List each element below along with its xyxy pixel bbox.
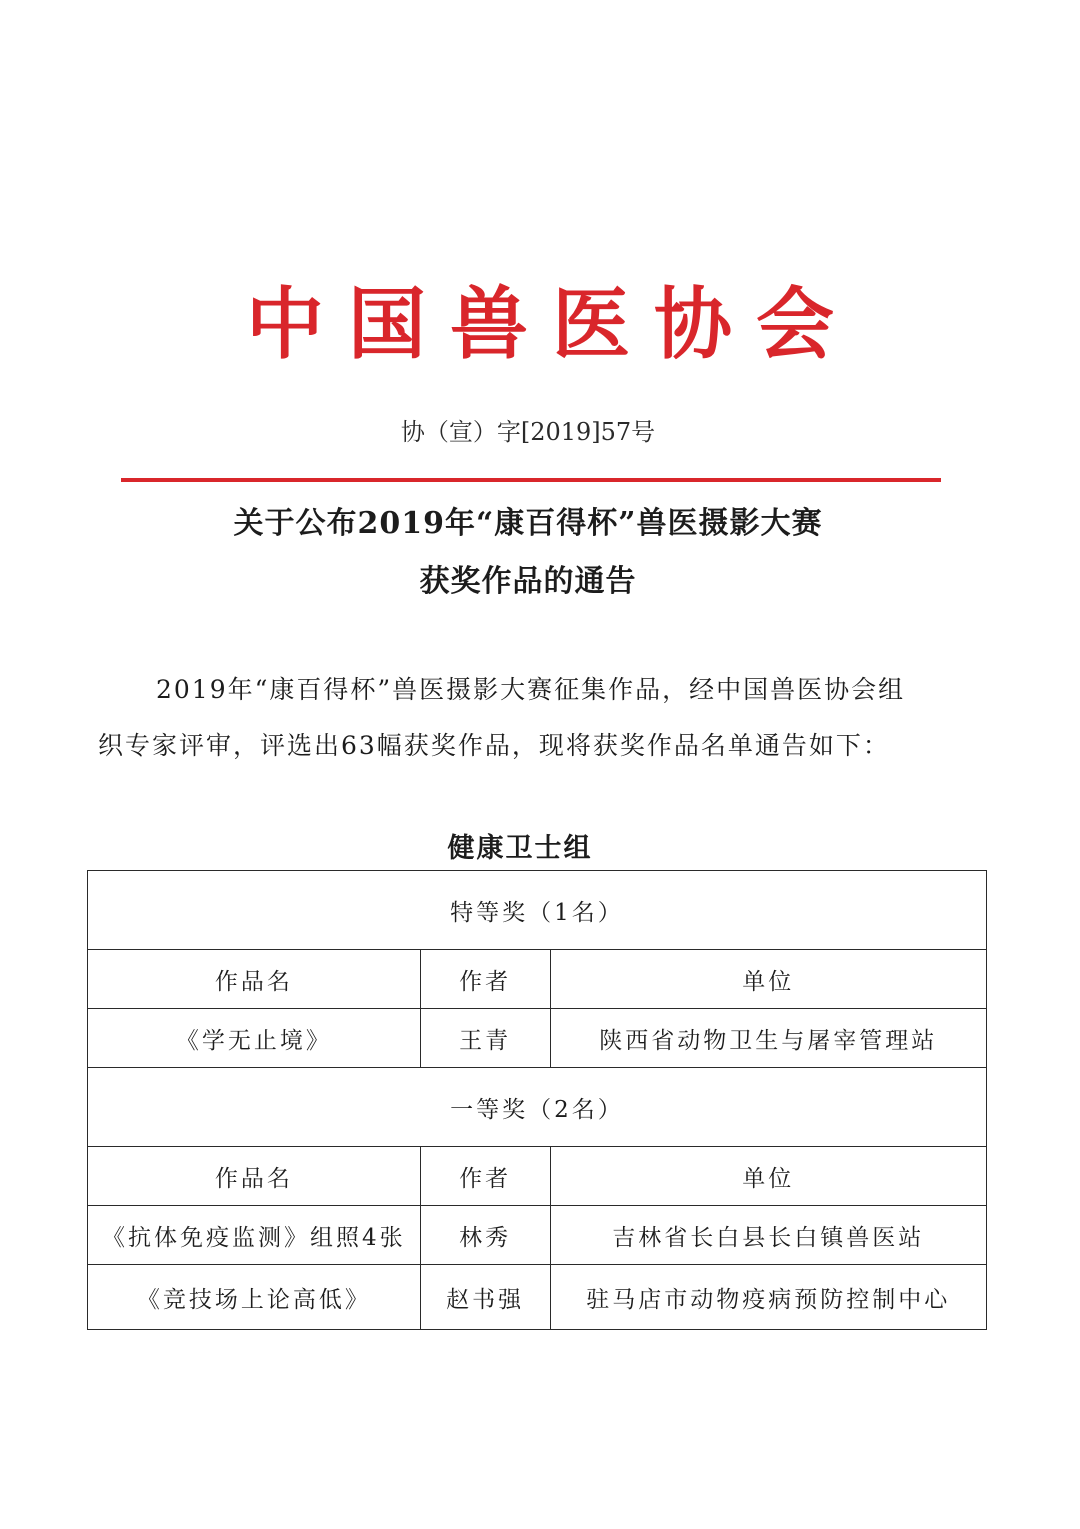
work-title-cell: 《竞技场上论高低》 — [88, 1265, 421, 1330]
organization-name: 中国兽医协会 — [245, 279, 858, 370]
column-header-title: 作品名 — [88, 1147, 421, 1206]
work-title-cell: 《学无止境》 — [88, 1009, 421, 1068]
work-title-cell: 《抗体免疫监测》组照4张 — [88, 1206, 421, 1265]
group-title: 健康卫士组 — [447, 833, 593, 864]
prize-header-row — [88, 1068, 987, 1147]
document-number: 协（宣）字[2019]57号 — [400, 418, 656, 446]
column-header-author: 作者 — [420, 1147, 550, 1206]
column-header-row — [88, 1147, 987, 1206]
author-cell: 王青 — [420, 1009, 550, 1068]
prize-header-row — [88, 871, 987, 950]
notice-title-line-2: 获奖作品的通告 — [419, 564, 637, 599]
column-header-unit: 单位 — [550, 950, 987, 1009]
prize-label: 一等奖（2名） — [88, 1068, 987, 1147]
awards-table — [87, 870, 987, 1330]
column-header-row — [88, 950, 987, 1009]
notice-title-line-1: 关于公布2019年“康百得杯”兽医摄影大赛 — [233, 506, 823, 541]
column-header-unit: 单位 — [550, 1147, 987, 1206]
author-cell: 林秀 — [420, 1206, 550, 1265]
body-paragraph-line-2: 织专家评审，评选出63幅获奖作品，现将获奖作品名单通告如下： — [98, 731, 890, 760]
unit-cell: 驻马店市动物疫病预防控制中心 — [550, 1265, 987, 1330]
unit-cell: 陕西省动物卫生与屠宰管理站 — [550, 1009, 987, 1068]
red-divider — [121, 478, 941, 482]
table-row — [88, 1206, 987, 1265]
body-paragraph-line-1: 2019年“康百得杯”兽医摄影大赛征集作品，经中国兽医协会组 — [156, 675, 906, 704]
prize-label: 特等奖（1名） — [88, 871, 987, 950]
unit-cell: 吉林省长白县长白镇兽医站 — [550, 1206, 987, 1265]
column-header-title: 作品名 — [88, 950, 421, 1009]
table-row — [88, 1009, 987, 1068]
column-header-author: 作者 — [420, 950, 550, 1009]
author-cell: 赵书强 — [420, 1265, 550, 1330]
table-row — [88, 1265, 987, 1330]
